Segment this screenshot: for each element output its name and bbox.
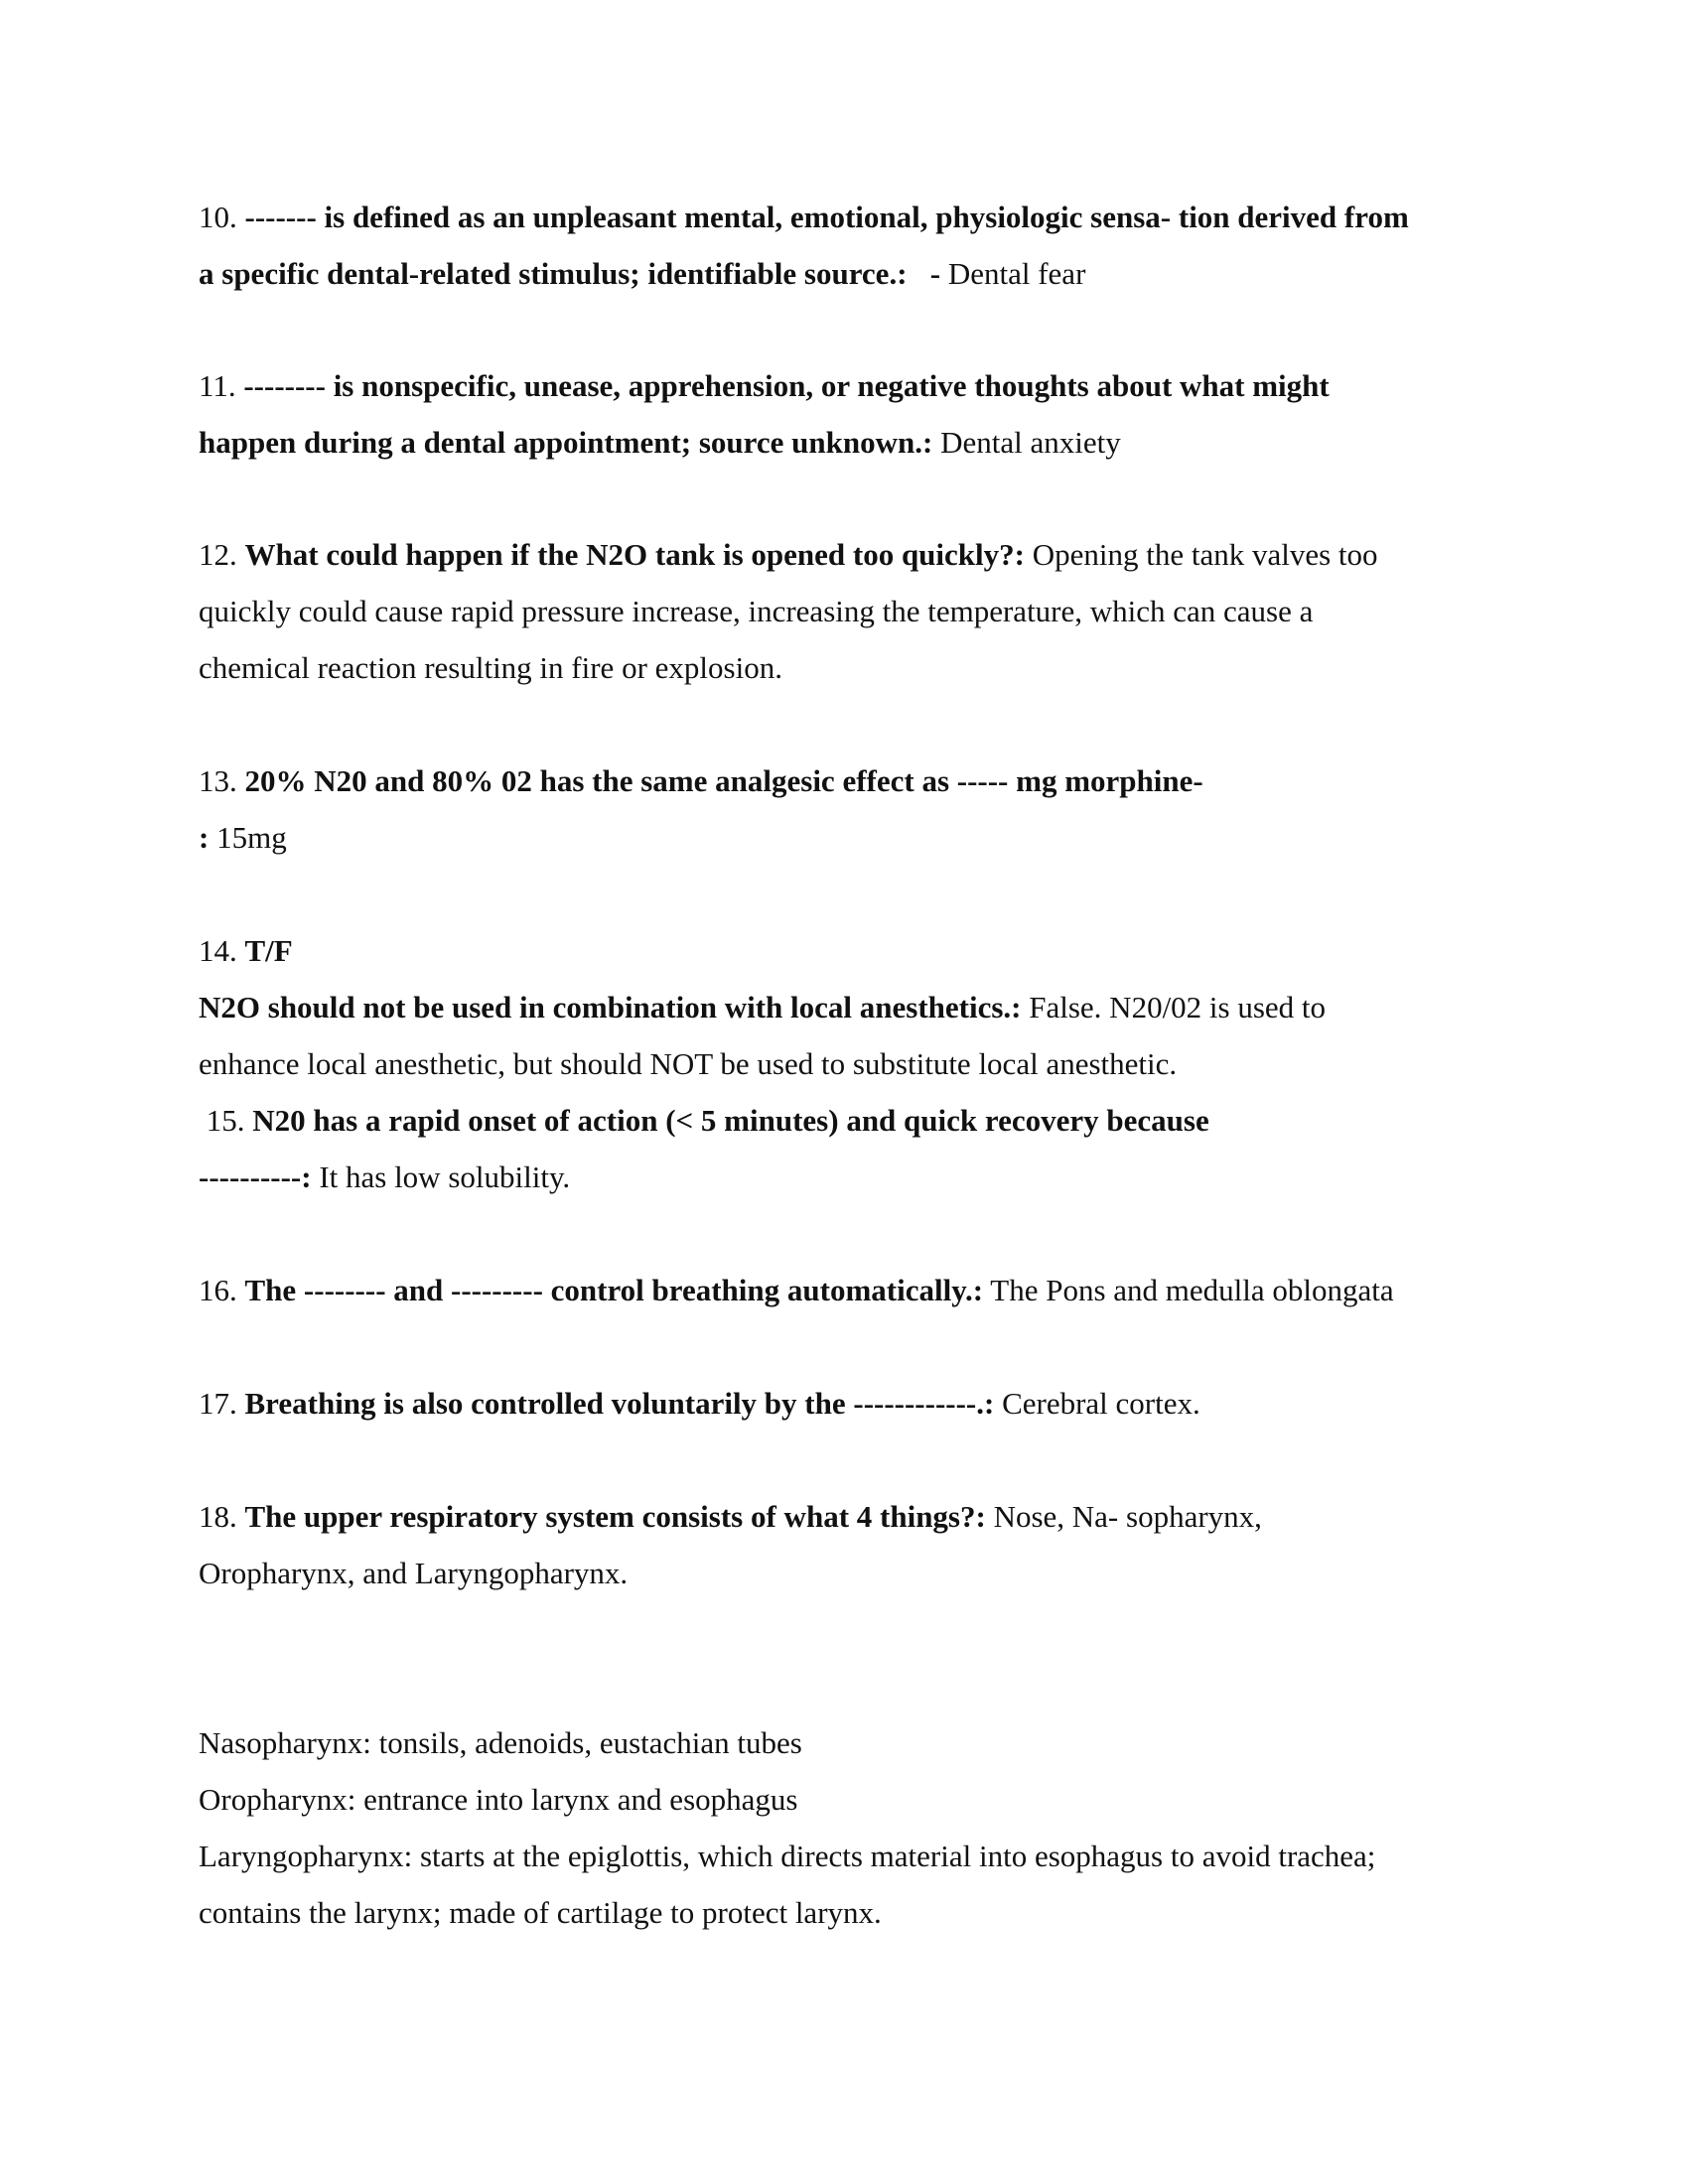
answer-text: Cerebral cortex. — [994, 1386, 1200, 1421]
question-number: 15. — [199, 1103, 253, 1138]
answer-text: False. N20/02 is used to — [1021, 990, 1327, 1024]
question-number: 17. — [199, 1386, 245, 1421]
notes-line-larynx: contains the larynx; made of cartilage to protect larynx. — [199, 1895, 882, 1930]
question-14-line-1 — [199, 922, 1509, 979]
anatomy-notes — [199, 1714, 1509, 1941]
question-number: 11. — [199, 368, 244, 403]
question-number: 14. — [199, 933, 245, 968]
question-number: 12. — [199, 537, 245, 572]
question-17 — [199, 1375, 1509, 1432]
question-18-line-1 — [199, 1488, 1509, 1545]
question-12-line-2: quickly could cause rapid pressure increase, increasing the temperature, which can cause a — [199, 594, 1314, 628]
answer-text: Dental anxiety — [932, 425, 1121, 460]
question-text: N20 has a rapid onset of action (< 5 minutes) and quick recovery because — [252, 1103, 1209, 1138]
answer-text: The Pons and medulla oblongata — [983, 1273, 1394, 1307]
answer-text: 15mg — [209, 820, 287, 855]
question-number: 13. — [199, 763, 245, 798]
question-14 — [199, 922, 1509, 1092]
question-12-line-1 — [199, 526, 1509, 583]
notes-line-oropharynx: Oropharynx: entrance into larynx and esophagus — [199, 1782, 798, 1817]
question-dash: - — [907, 256, 948, 291]
question-11 — [199, 357, 1509, 471]
question-number: 10. — [199, 200, 245, 234]
question-11-line-1 — [199, 357, 1509, 414]
question-text: ------- is defined as an unpleasant mental, emotional, physiologic sensa- tion derived from — [244, 200, 1409, 234]
question-text: What could happen if the N2O tank is opened too quickly?: — [244, 537, 1025, 572]
question-15-line-2 — [199, 1149, 1509, 1205]
question-18-line-2: Oropharynx, and Laryngopharynx. — [199, 1556, 629, 1590]
question-text: -------- is nonspecific, unease, apprehension, or negative thoughts about what might — [243, 368, 1330, 403]
question-text: a specific dental-related stimulus; identifiable source.: — [199, 256, 908, 291]
question-16 — [199, 1262, 1509, 1318]
notes-line-nasopharynx: Nasopharynx: tonsils, adenoids, eustachian tubes — [199, 1725, 802, 1760]
question-17-line-1 — [199, 1375, 1509, 1432]
question-text: : — [199, 820, 210, 855]
question-11-line-2 — [199, 414, 1509, 471]
question-text: The -------- and --------- control breathing automatically.: — [244, 1273, 984, 1307]
question-text: The upper respiratory system consists of what 4 things?: — [244, 1499, 986, 1534]
answer-text: Dental fear — [947, 256, 1086, 291]
question-12-line-3: chemical reaction resulting in fire or explosion. — [199, 650, 782, 685]
question-13 — [199, 752, 1509, 866]
answer-text: Nose, Na- sopharynx, — [985, 1499, 1262, 1534]
question-text: T/F — [244, 933, 293, 968]
question-text: 20% N20 and 80% 02 has the same analgesic effect as ----- mg morphine- — [244, 763, 1203, 798]
notes-line-laryngopharynx: Laryngopharynx: starts at the epiglottis, which directs material into esophagus to avoid trachea; — [199, 1839, 1376, 1873]
question-15-line-1 — [199, 1092, 1509, 1149]
question-text: happen during a dental appointment; source unknown.: — [199, 425, 933, 460]
question-16-line-1 — [199, 1262, 1509, 1318]
question-text: Breathing is also controlled voluntarily by the ------------.: — [244, 1386, 995, 1421]
question-15 — [199, 1092, 1509, 1205]
question-14-line-3: enhance local anesthetic, but should NOT be used to substitute local anesthetic. — [199, 1046, 1178, 1081]
question-10-line-2 — [199, 245, 1509, 302]
question-text: N2O should not be used in combination with local anesthetics.: — [199, 990, 1022, 1024]
answer-text: It has low solubility. — [311, 1160, 571, 1194]
question-14-line-2 — [199, 979, 1509, 1035]
answer-text: Opening the tank valves too — [1024, 537, 1378, 572]
question-18 — [199, 1488, 1509, 1601]
question-13-line-1 — [199, 752, 1509, 809]
question-10-line-1 — [199, 189, 1509, 245]
question-number: 16. — [199, 1273, 245, 1307]
question-number: 18. — [199, 1499, 245, 1534]
question-13-line-2 — [199, 809, 1509, 866]
question-10 — [199, 189, 1509, 302]
question-12 — [199, 526, 1509, 696]
question-text: ----------: — [199, 1160, 312, 1194]
